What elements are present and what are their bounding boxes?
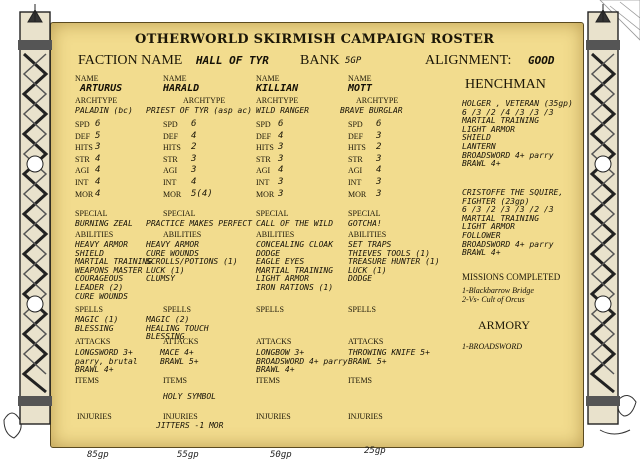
armory-item[interactable]: 1-BROADSWORD (462, 342, 522, 351)
special-label: SPECIAL (348, 209, 381, 218)
spells-label: SPELLS (348, 305, 377, 314)
spells-label: SPELLS (256, 305, 285, 314)
archtype-label: ARCHTYPE (75, 96, 118, 105)
ability-item[interactable]: HEAVY ARMOR (146, 240, 199, 249)
abilities-list (256, 241, 333, 293)
stat-value-agi[interactable]: 4 (278, 165, 284, 176)
name-label: NAME (163, 74, 187, 83)
alignment-value[interactable]: GOOD (528, 54, 555, 67)
special-label: SPECIAL (75, 209, 108, 218)
abilities-label: ABILITIES (75, 230, 114, 239)
henchman-line[interactable]: SHIELD (462, 133, 491, 143)
stat-value-def[interactable]: 4 (191, 130, 197, 141)
attack-item[interactable]: MACE 4+ (160, 348, 194, 357)
spell-item[interactable]: MAGIC (2) (146, 315, 190, 324)
stat-value-str[interactable]: 4 (95, 153, 101, 164)
ability-item[interactable]: EAGLE EYES (256, 257, 305, 267)
stat-label-mor: MOR (75, 189, 94, 199)
stat-label-spd: SPD (256, 120, 271, 129)
ability-item[interactable]: CONCEALING CLOAK (256, 240, 334, 249)
attack-item[interactable]: BRAWL 5+ (160, 356, 199, 366)
attack-item[interactable]: BROADSWORD 4+ parry (256, 356, 348, 366)
ability-item[interactable]: TREASURE HUNTER (1) (348, 257, 440, 267)
attacks-list (160, 349, 199, 366)
injuries-label: INJURIES (163, 412, 198, 421)
henchman-line[interactable]: CRISTOFFE THE SQUIRE, (462, 188, 564, 197)
stat-label-str: STR (163, 154, 178, 164)
cost-value: 25gp (364, 446, 386, 456)
name-label: NAME (348, 74, 372, 83)
henchman-line[interactable]: BRAWL 4+ (462, 248, 501, 258)
cost-value: 50gp (270, 450, 292, 460)
stat-value-str[interactable]: 3 (191, 153, 197, 164)
abilities-list (146, 241, 238, 284)
stat-value-spd[interactable]: 6 (95, 119, 101, 129)
spells-list (75, 316, 118, 333)
henchman-line[interactable]: 6 /3 /2 /3 /3 /2 /3 (462, 205, 554, 215)
ability-item[interactable]: CLUMSY (146, 274, 175, 284)
attack-item[interactable]: THROWING KNIFE 5+ (348, 348, 430, 357)
ability-item[interactable]: DODGE (256, 248, 281, 258)
items-label: ITEMS (348, 376, 372, 385)
ability-item[interactable]: SET TRAPS (348, 240, 392, 249)
attacks-label: ATTACKS (75, 337, 111, 346)
special-label: SPECIAL (163, 209, 196, 218)
archtype-label: ARCHTYPE (256, 96, 299, 105)
stat-value-int[interactable]: 3 (278, 177, 284, 187)
attack-item[interactable]: parry, brutal (75, 356, 138, 366)
injuries-label: INJURIES (256, 412, 291, 421)
bank-value[interactable]: 5GP (345, 56, 362, 66)
henchman-line[interactable]: MARTIAL TRAINING (462, 116, 540, 126)
stat-label-mor: MOR (348, 189, 367, 199)
spell-item[interactable]: BLESSING (146, 332, 185, 342)
stat-label-def: DEF (256, 131, 272, 141)
henchman-line[interactable]: 6 /3 /2 /4 /3 /3 /3 (462, 107, 554, 117)
stat-value-str[interactable]: 3 (376, 153, 382, 164)
stat-value-mor[interactable]: 5(4) (191, 188, 213, 199)
stat-label-spd: SPD (348, 120, 363, 129)
stat-value-def[interactable]: 3 (376, 130, 382, 141)
stat-label-spd: SPD (163, 120, 178, 129)
faction-name-value[interactable]: HALL OF TYR (196, 54, 269, 67)
stat-label-str: STR (348, 154, 363, 164)
stat-label-str: STR (256, 154, 271, 164)
stat-value-int[interactable]: 3 (376, 177, 382, 187)
armory-header: ARMORY (478, 318, 531, 332)
stat-value-def[interactable]: 4 (278, 130, 284, 141)
stat-label-mor: MOR (163, 189, 182, 199)
stat-label-int: INT (256, 178, 270, 187)
stat-value-hits[interactable]: 3 (278, 142, 284, 153)
stat-value-agi[interactable]: 3 (191, 165, 197, 176)
stat-label-def: DEF (348, 131, 364, 141)
attacks-list (75, 349, 138, 375)
ability-item[interactable]: IRON RATIONS (1) (256, 282, 334, 292)
spell-item[interactable]: BLESSING (75, 323, 114, 333)
ability-item[interactable]: CURE WOUNDS (75, 291, 128, 301)
stat-value-spd[interactable]: 6 (278, 119, 284, 129)
spells-label: SPELLS (75, 305, 104, 314)
injuries-label: INJURIES (348, 412, 383, 421)
stat-value-agi[interactable]: 4 (376, 165, 382, 176)
right-pillar-ornament (582, 4, 624, 432)
ability-item[interactable]: MARTIAL TRAINING (75, 257, 153, 267)
henchman-line[interactable]: BRAWL 4+ (462, 159, 501, 169)
stat-label-hits: HITS (75, 143, 93, 153)
attacks-label: ATTACKS (348, 337, 384, 346)
abilities-list (348, 241, 440, 284)
henchman-line[interactable]: MARTIAL TRAINING (462, 213, 540, 223)
attacks-label: ATTACKS (256, 337, 292, 346)
bank-label: BANK (300, 53, 340, 68)
henchman-line[interactable]: FOLLOWER (462, 230, 501, 240)
attacks-label: ATTACKS (163, 337, 199, 346)
special-value[interactable]: GOTCHA! (348, 219, 382, 228)
henchman-line[interactable]: BROADSWORD 4+ parry (462, 239, 554, 249)
mission-item[interactable]: 2-Vs- Cult of Orcus (462, 294, 525, 304)
special-value[interactable]: CALL OF THE WILD (256, 219, 334, 228)
stat-label-mor: MOR (256, 189, 275, 199)
henchman-line[interactable]: LIGHT ARMOR (462, 222, 515, 232)
stat-value-hits[interactable]: 2 (376, 142, 382, 153)
stat-label-hits: HITS (163, 143, 181, 153)
items-label: ITEMS (75, 376, 99, 385)
character-name[interactable]: KILLIAN (256, 83, 299, 94)
cost-value: 85gp (87, 450, 109, 460)
ability-item[interactable]: MARTIAL TRAINING (256, 265, 334, 275)
ability-item[interactable]: LUCK (1) (146, 265, 185, 275)
ability-item[interactable]: LIGHT ARMOR (256, 274, 309, 284)
injuries-label: INJURIES (77, 412, 112, 421)
stat-label-spd: SPD (75, 120, 90, 129)
stat-label-hits: HITS (256, 143, 274, 153)
item-value[interactable]: HOLY SYMBOL (163, 392, 216, 401)
henchman-line[interactable]: HOLGER , VETERAN (35gp) (462, 99, 573, 108)
archtype-value[interactable]: PRIEST OF TYR (asp ac) (146, 106, 252, 115)
abilities-label: ABILITIES (163, 230, 202, 239)
stat-value-mor[interactable]: 3 (376, 188, 382, 199)
stat-value-spd[interactable]: 6 (191, 119, 197, 129)
page-title: OTHERWORLD SKIRMISH CAMPAIGN ROSTER (135, 32, 495, 47)
ability-item[interactable]: LEADER (2) (75, 282, 124, 292)
injury-value[interactable]: JITTERS -1 MOR (156, 421, 224, 430)
attack-item[interactable]: BRAWL 4+ (75, 365, 114, 375)
attack-item[interactable]: LONGSWORD 3+ (75, 348, 133, 357)
stat-value-spd[interactable]: 6 (376, 119, 382, 129)
ability-item[interactable]: WEAPONS MASTER (75, 265, 143, 275)
items-label: ITEMS (163, 376, 187, 385)
henchman-entry-cristoffe (462, 189, 563, 258)
stat-value-hits[interactable]: 3 (95, 142, 101, 153)
attack-item[interactable]: BRAWL 4+ (256, 365, 295, 375)
special-label: SPECIAL (256, 209, 289, 218)
stat-label-int: INT (348, 178, 362, 187)
attacks-list (348, 349, 430, 366)
ability-item[interactable]: HEAVY ARMOR (75, 240, 128, 249)
special-value[interactable]: BURNING ZEAL (75, 219, 133, 228)
character-name[interactable]: ARTURUS (80, 83, 123, 94)
ability-item[interactable]: CURE WOUNDS (146, 248, 199, 258)
stat-label-agi: AGI (163, 166, 178, 176)
ability-item[interactable]: DODGE (348, 274, 373, 284)
stat-value-mor[interactable]: 3 (278, 188, 284, 199)
faction-label: FACTION NAME (78, 53, 183, 68)
archtype-label: ARCHTYPE (183, 96, 226, 105)
henchman-entry-holger (462, 100, 573, 169)
archtype-value[interactable]: BRAVE BURGLAR (340, 106, 403, 115)
stat-label-agi: AGI (256, 166, 271, 176)
attacks-list (256, 349, 348, 375)
stat-label-agi: AGI (348, 166, 363, 176)
left-pillar-ornament (14, 4, 56, 432)
stat-label-agi: AGI (75, 166, 90, 176)
henchman-line[interactable]: FIGHTER (23gp) (462, 196, 530, 206)
stat-value-agi[interactable]: 4 (95, 165, 101, 176)
character-name[interactable]: MOTT (348, 83, 373, 94)
stat-label-def: DEF (163, 131, 179, 141)
stat-value-hits[interactable]: 2 (191, 142, 197, 153)
alignment-label: ALIGNMENT: (425, 53, 512, 68)
ability-item[interactable]: THIEVES TOOLS (1) (348, 248, 430, 258)
stat-value-mor[interactable]: 4 (95, 188, 101, 199)
stat-label-str: STR (75, 154, 90, 164)
special-value[interactable]: PRACTICE MAKES PERFECT (146, 219, 252, 228)
spell-item[interactable]: HEALING TOUCH (146, 323, 209, 333)
archtype-value[interactable]: PALADIN (bc) (75, 106, 133, 115)
stat-value-str[interactable]: 3 (278, 153, 284, 164)
henchman-header: HENCHMAN (465, 77, 546, 92)
ability-item[interactable]: LUCK (1) (348, 265, 387, 275)
attack-item[interactable]: LONGBOW 3+ (256, 348, 305, 357)
name-label: NAME (75, 74, 99, 83)
missions-list (462, 287, 534, 304)
mission-item[interactable]: 1-Blackbarrow Bridge (462, 286, 534, 295)
missions-header: MISSIONS COMPLETED (462, 272, 561, 282)
henchman-line[interactable]: LIGHT ARMOR (462, 124, 515, 134)
henchman-line[interactable]: BROADSWORD 4+ parry (462, 150, 554, 160)
stat-value-int[interactable]: 4 (191, 177, 197, 187)
stat-value-int[interactable]: 4 (95, 177, 101, 187)
stat-label-int: INT (163, 178, 177, 187)
stat-label-def: DEF (75, 131, 91, 141)
henchman-line[interactable]: LANTERN (462, 141, 496, 151)
cost-value: 55gp (177, 450, 199, 460)
spell-item[interactable]: MAGIC (1) (75, 315, 119, 324)
ability-item[interactable]: COURAGEOUS (75, 274, 124, 284)
archtype-label: ARCHTYPE (356, 96, 399, 105)
name-label: NAME (256, 74, 280, 83)
archtype-value[interactable]: WILD RANGER (256, 106, 309, 115)
stat-label-int: INT (75, 178, 89, 187)
spells-label: SPELLS (163, 305, 192, 314)
character-name[interactable]: HARALD (163, 83, 200, 94)
stat-label-hits: HITS (348, 143, 366, 153)
items-label: ITEMS (256, 376, 280, 385)
ability-item[interactable]: SCROLLS/POTIONS (1) (146, 257, 238, 267)
stat-value-def[interactable]: 5 (95, 130, 101, 141)
attack-item[interactable]: BRAWL 5+ (348, 356, 387, 366)
abilities-list (75, 241, 152, 301)
abilities-label: ABILITIES (256, 230, 295, 239)
abilities-label: ABILITIES (348, 230, 387, 239)
ability-item[interactable]: SHIELD (75, 248, 104, 258)
